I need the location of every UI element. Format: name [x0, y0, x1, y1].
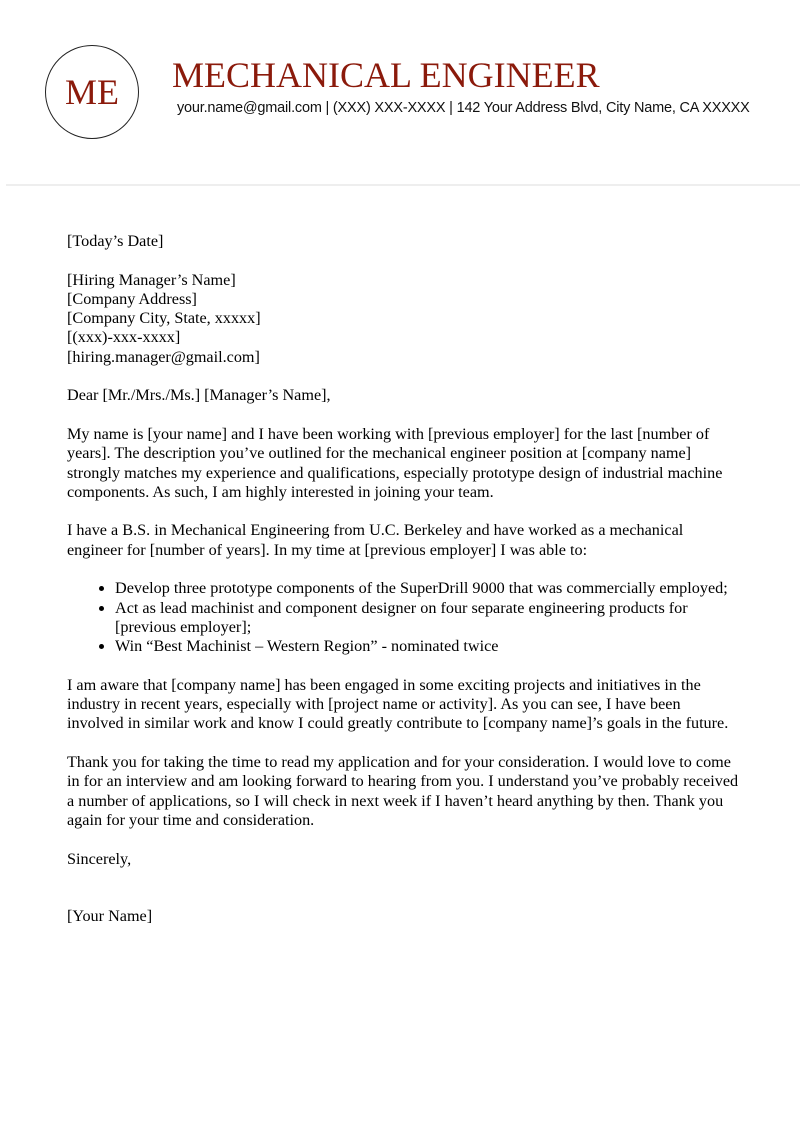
signature-name: [Your Name]: [67, 907, 153, 926]
recipient-email: [hiring.manager@gmail.com]: [67, 347, 260, 366]
recipient-address: [67, 271, 739, 367]
contact-info: your.name@gmail.com | (XXX) XXX-XXXX | 142 Your Address Blvd, City Name, CA XXXXX: [177, 100, 750, 116]
list-item: • Win “Best Machinist – Western Region” - nominated twice: [115, 637, 739, 656]
recipient-company-address: [Company Address]: [67, 289, 197, 308]
header-divider: [6, 184, 800, 186]
closing: Sincerely,: [67, 849, 132, 868]
signature-space: [67, 888, 739, 907]
spacer: [67, 560, 739, 579]
recipient-phone: [(xxx)-xxx-xxxx]: [67, 328, 181, 347]
list-item: • Act as lead machinist and component designer on four separate engineering products for [previous employer];: [115, 599, 739, 638]
letter-date: [Today’s Date]: [67, 232, 164, 250]
achievement-list: [67, 579, 739, 656]
list-item: • Develop three prototype components of the SuperDrill 9000 that was commercially employed;: [115, 579, 739, 598]
paragraph-company: I am aware that [company name] has been engaged in some exciting projects and initiatives in the industry in recent years, especially with [project name or activity]. As you can see, I have been involved in similar work and know I could greatly contribute to [company name]’s goals in the future.: [67, 675, 729, 733]
salutation: Dear [Mr./Mrs./Ms.] [Manager’s Name],: [67, 386, 331, 405]
letter-body: [67, 232, 739, 946]
recipient-city-state: [Company City, State, xxxxx]: [67, 309, 261, 328]
monogram-logo: [45, 45, 139, 139]
page-title: MECHANICAL ENGINEER: [172, 55, 600, 95]
paragraph-intro: My name is [your name] and I have been working with [previous employer] for the last [number of years]. The description you’ve outlined for the mechanical engineer position at [company name] strongly matches my experience and qualifications, especially prototype design of industrial machine components. As such, I am highly interested in joining your team.: [67, 424, 723, 501]
recipient-name: [Hiring Manager’s Name]: [67, 270, 236, 289]
monogram-text: ME: [65, 72, 119, 112]
paragraph-experience: I have a B.S. in Mechanical Engineering from U.C. Berkeley and have worked as a mechanical engineer for [number of years]. In my time at [previous employer] I was able to:: [67, 521, 684, 559]
paragraph-closing: Thank you for taking the time to read my application and for your consideration. I would love to come in for an interview and am looking forward to hearing from you. I understand you’ve probably received a number of applications, so I will check in next week if I haven’t heard anything by then. Thank you again for your time and consideration.: [67, 753, 739, 829]
